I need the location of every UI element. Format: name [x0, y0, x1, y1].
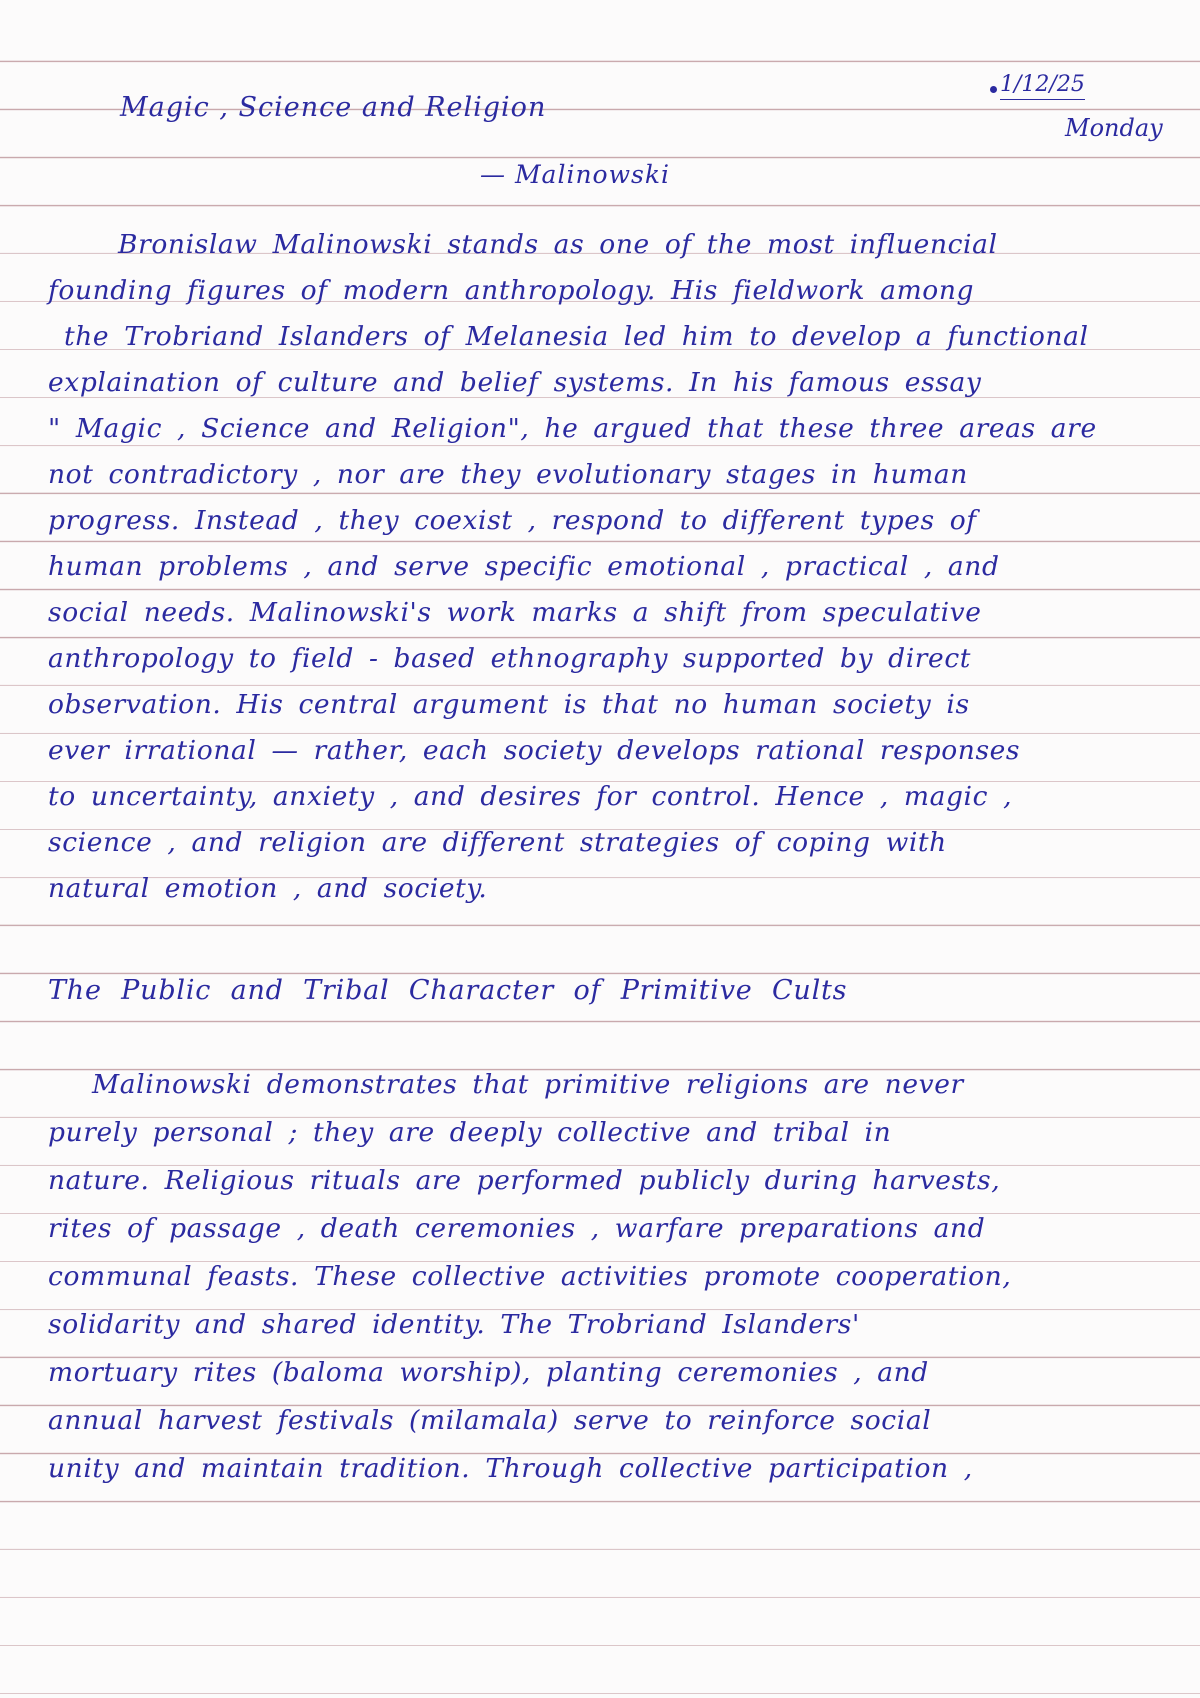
intro-line: " Magic , Science and Religion", he argued that these three areas are — [48, 413, 1097, 444]
intro-line: the Trobriand Islanders of Melanesia led him to develop a functional — [64, 321, 1089, 352]
day: Monday — [1065, 114, 1163, 142]
date: 1/12/25 — [1000, 72, 1085, 100]
intro-line: Bronislaw Malinowski stands as one of the most influencial — [118, 229, 998, 260]
intro-line: observation. His central argument is that no human society is — [48, 689, 970, 720]
section-line: unity and maintain tradition. Through collective participation , — [48, 1453, 973, 1484]
intro-line: progress. Instead , they coexist , respond to different types of — [48, 505, 977, 536]
section-line: nature. Religious rituals are performed publicly during harvests, — [48, 1165, 1001, 1196]
intro-line: not contradictory , nor are they evolutionary stages in human — [48, 459, 968, 490]
section-line: rites of passage , death ceremonies , warfare preparations and — [48, 1213, 986, 1244]
date-bullet-icon — [990, 86, 997, 93]
intro-line: to uncertainty, anxiety , and desires for control. Hence , magic , — [48, 781, 1013, 812]
section-line: purely personal ; they are deeply collective and tribal in — [48, 1117, 892, 1148]
intro-line: social needs. Malinowski's work marks a shift from speculative — [48, 597, 982, 628]
intro-line: natural emotion , and society. — [48, 873, 488, 904]
section-line: solidarity and shared identity. The Trobriand Islanders' — [48, 1309, 860, 1340]
intro-line: science , and religion are different strategies of coping with — [48, 827, 947, 858]
intro-line: anthropology to field - based ethnography supported by direct — [48, 643, 972, 674]
author-name: — Malinowski — [480, 160, 670, 189]
intro-line: explaination of culture and belief systems. In his famous essay — [48, 367, 982, 398]
section-line: Malinowski demonstrates that primitive religions are never — [92, 1069, 964, 1100]
intro-line: founding figures of modern anthropology. His fieldwork among — [48, 275, 975, 306]
section-line: communal feasts. These collective activities promote cooperation, — [48, 1261, 1012, 1292]
intro-line: human problems , and serve specific emotional , practical , and — [48, 551, 1000, 582]
intro-line: ever irrational — rather, each society develops rational responses — [48, 735, 1021, 766]
section-line: mortuary rites (baloma worship), planting ceremonies , and — [48, 1357, 929, 1388]
section-line: annual harvest festivals (milamala) serve to reinforce social — [48, 1405, 932, 1436]
section-heading: The Public and Tribal Character of Primitive Cults — [48, 975, 848, 1006]
page-title: Magic , Science and Religion — [120, 92, 547, 123]
